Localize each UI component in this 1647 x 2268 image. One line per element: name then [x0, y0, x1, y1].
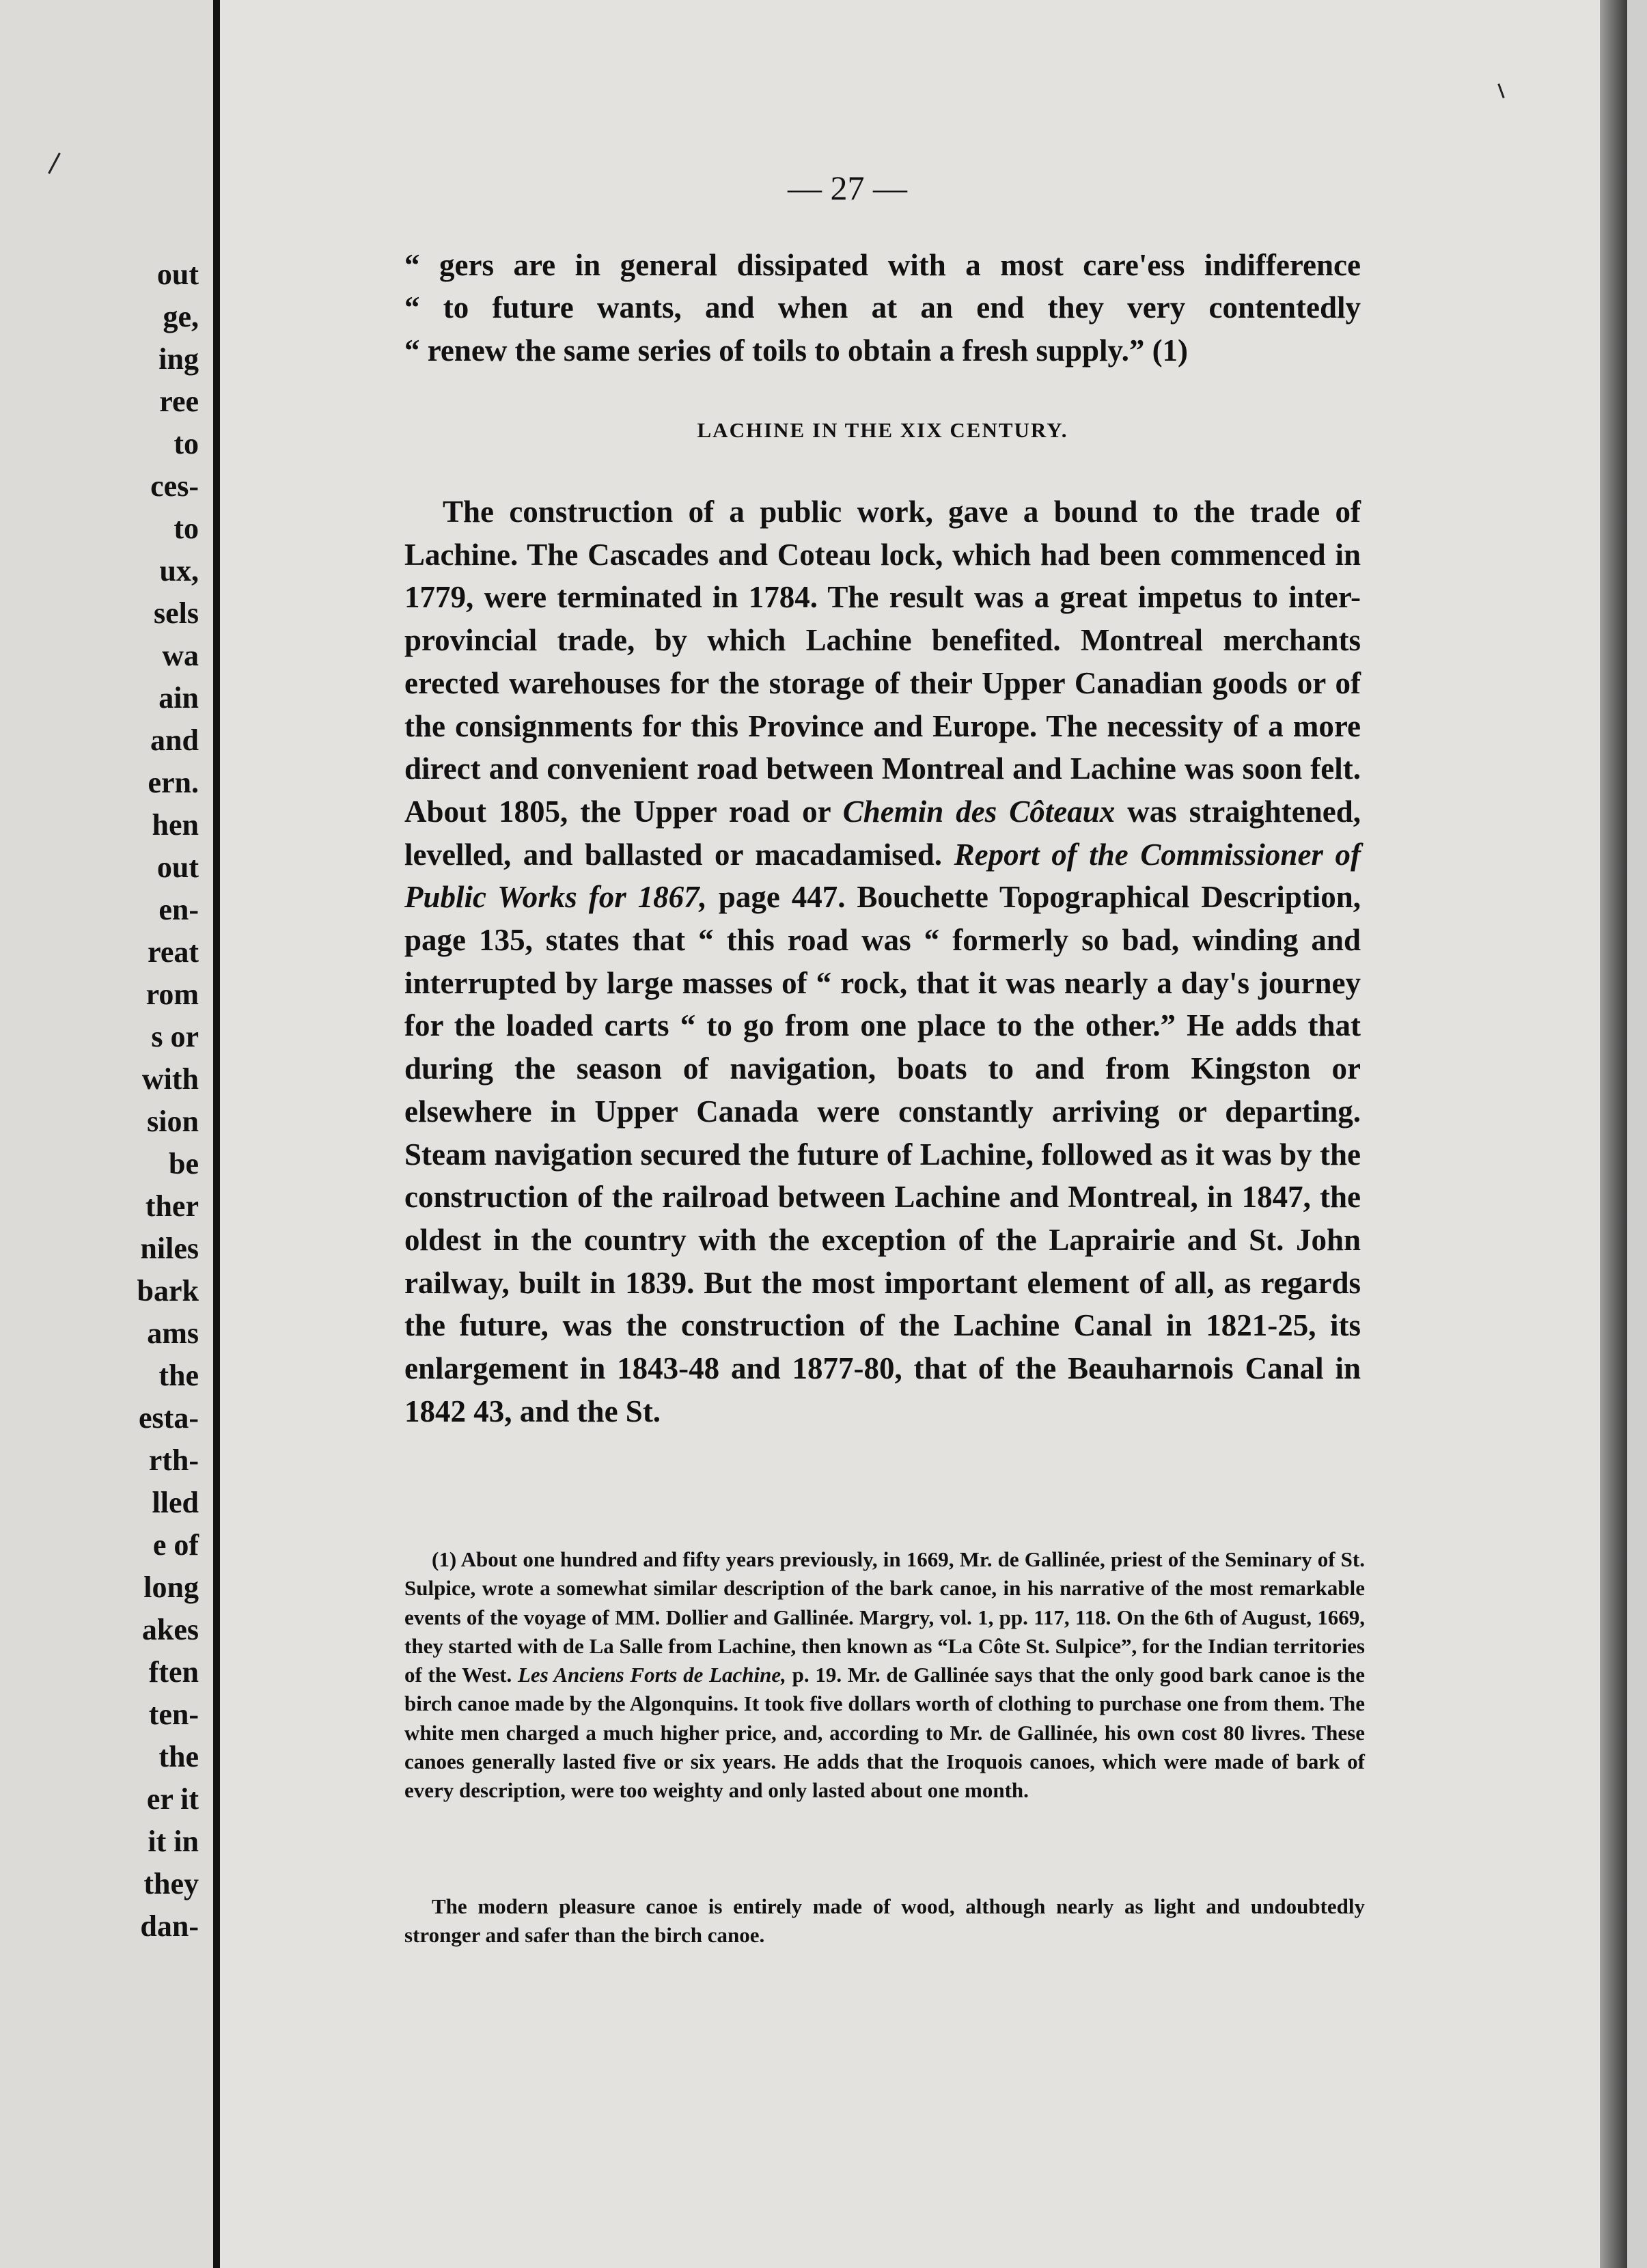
- page-number: — 27 —: [788, 169, 907, 207]
- footnote: The modern pleasure canoe is entirely made of wood, although nearly as light and undoubtedly stronger and safer than the birch canoe.: [404, 1894, 1365, 1948]
- footnote-text-part: p. 19. Mr. de Gallinée says that the only good bark canoe is the birch canoe made by the Algonquins. It took five dollars worth of clothing to purchase one from them. The white men charged a much higher price, and, according to Mr. de Gallinée, his own cost 80 livres. These canoes generally lasted five or six years. He adds that the Iroquois canoes, which were made of bark of every description, were too weighty and only lasted about one month.: [404, 1663, 1366, 1803]
- left-page-fragment: it in: [148, 1825, 199, 1858]
- left-page-fragment: long: [143, 1571, 199, 1604]
- footnote-text-part: (1) About one hundred and fifty years previously, in 1669, Mr. de Gallinée, priest of the Seminary of St. Sulpice, wrote a somewhat similar description of the bark canoe, in his narrative of the most remarkable events of the voyage of MM. Dollier and Gallinée. Margry, vol. 1, pp. 117, 118. On the 6th of August, 1669, they started with de La Salle from Lachine, then known as “La Côte St. Sulpice”, for the Indian territories of the West.: [404, 1547, 1365, 1687]
- body-text-part: page 447. Bouchette Topographical Description, page 135, states that “ this road was “ formerly so bad, winding and interrupted by large masses of “ rock, that it was nearly a day's journey for the loaded carts “ to go from one place to the other.” He adds that during the season of navigation, boats to and from Kingston or elsewhere in Upper Canada were constantly arriving or departing. Steam navigation secured the future of Lachine, followed as it was by the construction of the railroad between Lachine and Montreal, in 1847, the oldest in the country with the exception of the Laprairie and St. John railway, built in 1839. But the most important element of all, as regards the future, was the construction of the Lachine Canal in 1821-25, its enlargement in 1843-48 and 1877-80, that of the Beauharnois Canal in 1842 43, and the St.: [404, 880, 1361, 1428]
- left-page-fragment: s or: [151, 1020, 199, 1053]
- left-page-fragment: lled: [152, 1486, 199, 1519]
- left-page-fragment: ree: [159, 385, 199, 418]
- left-page-fragment: ften: [148, 1655, 199, 1689]
- quote-line: “ to future wants, and when at an end they very contentedly: [404, 290, 1361, 324]
- left-page-fragment: be: [169, 1147, 199, 1180]
- italic-place-name: Chemin des Côteaux: [842, 794, 1116, 829]
- section-heading: LACHINE IN THE XIX CENTURY.: [697, 418, 1068, 442]
- left-page-fragment: sels: [154, 596, 199, 630]
- body-paragraph: [404, 490, 1361, 1433]
- left-page-fragment: sion: [147, 1105, 199, 1138]
- left-page-fragment: the: [158, 1740, 199, 1773]
- page-edge-shadow: [1600, 0, 1627, 2268]
- left-page-fragment: the: [158, 1359, 199, 1392]
- left-page-fragment: ces-: [150, 469, 199, 503]
- left-page-fragment: ther: [145, 1189, 199, 1223]
- left-page-fragment: to: [174, 512, 199, 545]
- left-page-fragment: wa: [162, 639, 199, 672]
- left-page-fragment: ams: [147, 1316, 199, 1350]
- left-page-fragment: en-: [158, 893, 199, 926]
- quote-line: “ gers are in general dissipated with a most care'ess indifference: [404, 248, 1361, 282]
- left-page-fragment: they: [143, 1867, 199, 1900]
- quote-line: “ renew the same series of toils to obtain a fresh supply.” (1): [404, 333, 1189, 368]
- left-page-fragment: out: [156, 850, 199, 884]
- page-gutter: [213, 0, 220, 2268]
- left-page-fragment: rom: [146, 978, 199, 1011]
- left-page-fragment: er it: [146, 1782, 199, 1816]
- left-page-fragment: ux,: [159, 554, 199, 587]
- left-page-fragment: reat: [148, 935, 199, 969]
- italic-citation: Les Anciens Forts de Lachine,: [518, 1663, 786, 1687]
- left-page-fragment: ern.: [148, 766, 199, 799]
- left-page-fragment: and: [150, 723, 199, 757]
- left-page-fragment: e of: [152, 1528, 199, 1562]
- left-page-fragment: with: [141, 1062, 199, 1096]
- left-page-fragment: ge,: [163, 300, 199, 333]
- scan-border: [1627, 0, 1647, 2268]
- left-page-fragment: niles: [140, 1232, 199, 1265]
- left-page-fragment: ten-: [148, 1698, 199, 1731]
- left-page-fragment: ain: [158, 681, 199, 715]
- left-page-fragment: esta-: [139, 1401, 199, 1435]
- body-text-part: was straightened, levelled, and ballasted or macadamised.: [404, 794, 1361, 872]
- left-page-fragment: to: [174, 427, 199, 460]
- left-page-fragment: out: [156, 258, 199, 291]
- left-page-fragment: akes: [141, 1613, 199, 1646]
- left-page-fragment: ing: [158, 342, 199, 376]
- left-page-fragment: rth-: [148, 1443, 199, 1477]
- left-page-fragment: dan-: [140, 1909, 199, 1943]
- left-page-fragment: hen: [152, 808, 199, 842]
- body-text-part: The construction of a public work, gave a bound to the trade of Lachine. The Cascades and Coteau lock, which had been commenced in 1779, were terminated in 1784. The result was a great impetus to inter-provincial trade, by which Lachine benefited. Montreal merchants erected warehouses for the storage of their Upper Canadian goods or of the consignments for this Province and Europe. The necessity of a more direct and convenient road between Montreal and Lachine was soon felt. About 1805, the Upper road or: [404, 495, 1361, 829]
- left-page-fragment: bark: [137, 1274, 199, 1308]
- footnote: [404, 1545, 1365, 1806]
- italic-citation: Report of the Commissioner of Public Works for 1867,: [404, 837, 1361, 915]
